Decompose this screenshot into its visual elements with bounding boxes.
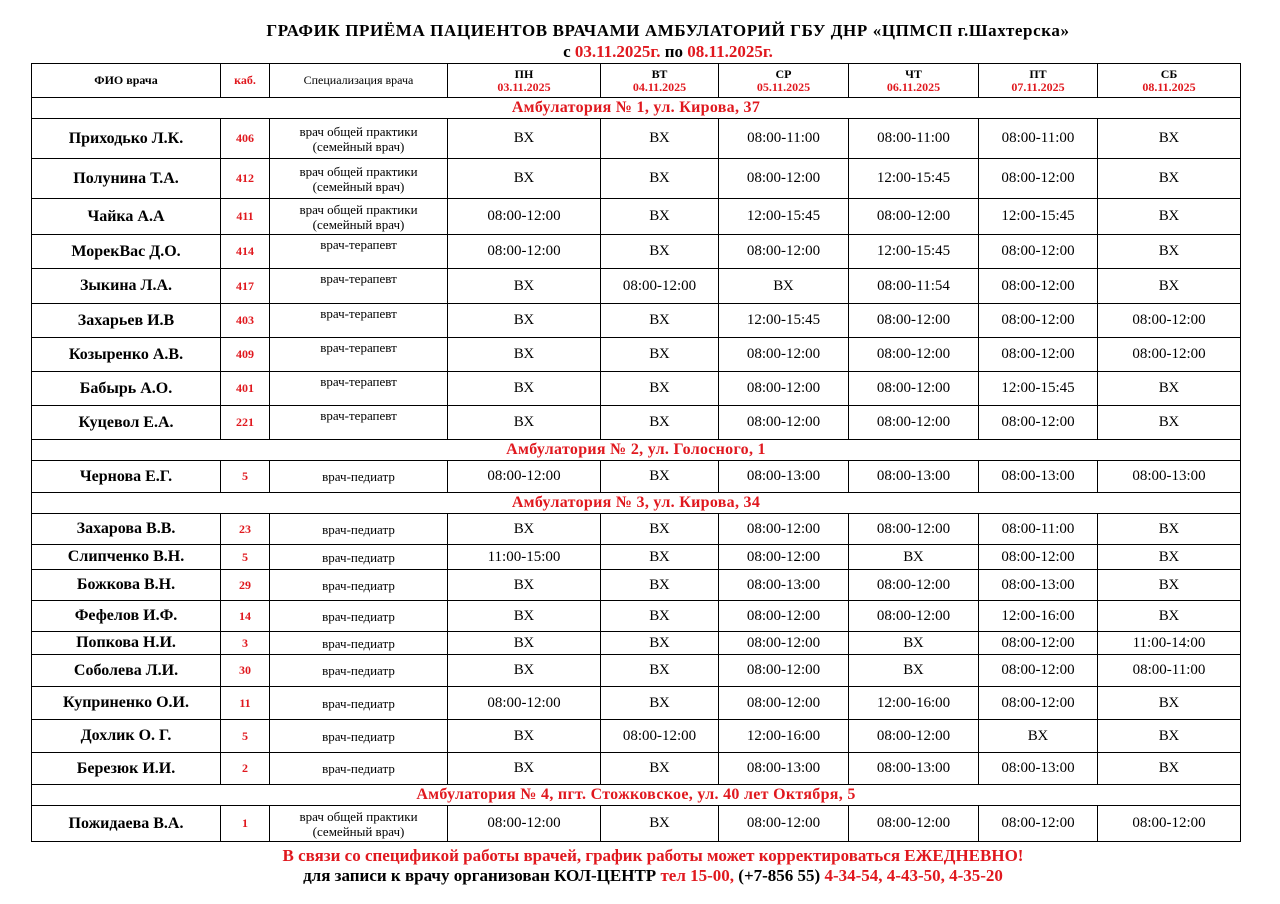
schedule-cell: 08:00-12:00 (719, 514, 849, 545)
date-mid: по (664, 42, 684, 61)
col-day-header (719, 64, 849, 98)
schedule-cell: ВХ (979, 720, 1098, 753)
schedule-cell: ВХ (601, 338, 719, 372)
schedule-cell: ВХ (601, 545, 719, 570)
day-date: 04.11.2025 (632, 79, 687, 94)
schedule-cell: 08:00-12:00 (448, 687, 601, 720)
schedule-cell: ВХ (448, 720, 601, 753)
schedule-cell: ВХ (448, 406, 601, 440)
call-center-numbers: 4-34-54, 4-43-50, 4-35-20 (824, 866, 1003, 885)
cabinet-number: 5 (221, 720, 270, 753)
specialization (270, 338, 448, 372)
schedule-cell: 08:00-12:00 (979, 406, 1098, 440)
doctor-row (32, 461, 1241, 493)
doctor-name: Дохлик О. Г. (32, 720, 221, 753)
col-day-header (849, 64, 979, 98)
col-day-header (601, 64, 719, 98)
schedule-cell: ВХ (448, 269, 601, 304)
specialization (270, 269, 448, 304)
schedule-cell: ВХ (1098, 235, 1241, 269)
cabinet-number: 411 (221, 199, 270, 235)
schedule-cell: 08:00-12:00 (979, 632, 1098, 655)
specialization-line: (семейный врач) (312, 823, 405, 839)
schedule-cell: 08:00-12:00 (719, 406, 849, 440)
schedule-cell: ВХ (601, 461, 719, 493)
schedule-cell: ВХ (448, 753, 601, 785)
cabinet-number: 403 (221, 304, 270, 338)
schedule-cell: 08:00-12:00 (849, 514, 979, 545)
cabinet-number: 11 (221, 687, 270, 720)
schedule-cell: ВХ (601, 570, 719, 601)
cabinet-number: 1 (221, 806, 270, 842)
section-title: Амбулатория № 4, пгт. Стожковское, ул. 40 лет Октября, 5 (32, 785, 1241, 806)
schedule-cell: ВХ (601, 655, 719, 687)
schedule-cell: ВХ (849, 545, 979, 570)
schedule-cell: ВХ (719, 269, 849, 304)
specialization-line: врач-педиатр (322, 635, 395, 651)
schedule-cell: 08:00-13:00 (719, 461, 849, 493)
doctor-row (32, 269, 1241, 304)
specialization (270, 687, 448, 720)
schedule-cell: ВХ (1098, 720, 1241, 753)
specialization (270, 655, 448, 687)
schedule-cell: 08:00-12:00 (719, 632, 849, 655)
schedule-cell: ВХ (1098, 199, 1241, 235)
schedule-cell: ВХ (601, 632, 719, 655)
doctor-name: Куприненко О.И. (32, 687, 221, 720)
schedule-cell: 08:00-12:00 (1098, 304, 1241, 338)
schedule-cell: 08:00-12:00 (849, 338, 979, 372)
schedule-cell: 08:00-12:00 (979, 304, 1098, 338)
doctor-row (32, 199, 1241, 235)
schedule-cell: ВХ (1098, 514, 1241, 545)
doctor-name: Зыкина Л.А. (32, 269, 221, 304)
cabinet-number: 417 (221, 269, 270, 304)
schedule-cell: 08:00-11:00 (979, 119, 1098, 159)
section-row (32, 785, 1241, 806)
doctor-row (32, 159, 1241, 199)
schedule-cell: 08:00-11:00 (719, 119, 849, 159)
schedule-cell: 08:00-12:00 (979, 159, 1098, 199)
specialization-line: врач-педиатр (322, 761, 395, 776)
schedule-cell: ВХ (601, 372, 719, 406)
specialization (270, 304, 448, 338)
doctor-name: Божкова В.Н. (32, 570, 221, 601)
schedule-cell: ВХ (1098, 269, 1241, 304)
specialization-line: врач-педиатр (322, 663, 395, 678)
page-title: ГРАФИК ПРИЁМА ПАЦИЕНТОВ ВРАЧАМИ АМБУЛАТОРИЙ ГБУ ДНР «ЦПМСП г.Шахтерска» (266, 21, 1070, 40)
col-day-header (979, 64, 1098, 98)
doctor-row (32, 304, 1241, 338)
day-date: 06.11.2025 (886, 79, 941, 94)
specialization-line: врач-педиатр (322, 549, 395, 565)
schedule-body (32, 98, 1241, 842)
schedule-cell: ВХ (1098, 119, 1241, 159)
header-row (32, 64, 1241, 98)
schedule-cell: ВХ (849, 632, 979, 655)
cabinet-number: 221 (221, 406, 270, 440)
schedule-cell: ВХ (1098, 372, 1241, 406)
cabinet-number: 5 (221, 545, 270, 570)
schedule-cell: 08:00-12:00 (979, 338, 1098, 372)
doctor-row (32, 632, 1241, 655)
cabinet-number: 414 (221, 235, 270, 269)
cabinet-number: 2 (221, 753, 270, 785)
day-name: ЧТ (905, 66, 922, 81)
schedule-cell: 08:00-12:00 (448, 235, 601, 269)
section-row (32, 98, 1241, 119)
day-date: 05.11.2025 (756, 79, 811, 94)
doctor-row (32, 372, 1241, 406)
doctor-name: Бабырь А.О. (32, 372, 221, 406)
schedule-cell: ВХ (601, 159, 719, 199)
schedule-cell: 08:00-13:00 (1098, 461, 1241, 493)
day-date: 03.11.2025 (497, 79, 551, 94)
doctor-row (32, 545, 1241, 570)
doctor-name: Захарова В.В. (32, 514, 221, 545)
schedule-cell: 08:00-12:00 (849, 570, 979, 601)
schedule-cell: 08:00-12:00 (979, 269, 1098, 304)
section-title: Амбулатория № 2, ул. Голосного, 1 (32, 440, 1241, 461)
schedule-cell: 11:00-15:00 (448, 545, 601, 570)
schedule-cell: 08:00-11:00 (1098, 655, 1241, 687)
date-prefix: с (563, 42, 571, 61)
specialization-line: врач общей практики (299, 163, 418, 179)
schedule-table (31, 63, 1241, 842)
schedule-cell: 08:00-11:00 (979, 514, 1098, 545)
schedule-cell: ВХ (1098, 601, 1241, 632)
schedule-cell: 12:00-16:00 (979, 601, 1098, 632)
day-name: ПН (514, 66, 534, 81)
specialization-line: врач-педиатр (322, 695, 395, 711)
specialization-line: врач общей практики (299, 201, 418, 217)
schedule-cell: ВХ (1098, 687, 1241, 720)
specialization (270, 806, 448, 842)
specialization-line: врач-терапевт (320, 306, 397, 321)
doctor-name: Приходько Л.К. (32, 119, 221, 159)
col-fio-header: ФИО врача (32, 64, 221, 98)
specialization (270, 601, 448, 632)
doctor-row (32, 514, 1241, 545)
doctor-name: Куцевол Е.А. (32, 406, 221, 440)
schedule-cell: ВХ (849, 655, 979, 687)
schedule-cell: 08:00-13:00 (719, 753, 849, 785)
doctor-row (32, 655, 1241, 687)
schedule-cell: ВХ (1098, 545, 1241, 570)
schedule-cell: ВХ (1098, 159, 1241, 199)
call-center-text: для записи к врачу организован КОЛ-ЦЕНТР (303, 866, 657, 885)
cabinet-number: 14 (221, 601, 270, 632)
cabinet-number: 406 (221, 119, 270, 159)
specialization-line: врач общей практики (299, 808, 418, 824)
schedule-cell: 08:00-12:00 (448, 199, 601, 235)
specialization-line: (семейный врач) (312, 216, 405, 232)
doctor-name: Попкова Н.И. (32, 632, 221, 655)
specialization-line: врач-педиатр (322, 577, 395, 593)
schedule-cell: 12:00-15:45 (979, 199, 1098, 235)
doctor-name: Березюк И.И. (32, 753, 221, 785)
col-day-header (1098, 64, 1241, 98)
schedule-cell: ВХ (448, 655, 601, 687)
schedule-cell: 08:00-12:00 (849, 720, 979, 753)
schedule-cell: 08:00-12:00 (849, 406, 979, 440)
schedule-cell: 12:00-15:45 (719, 304, 849, 338)
doctor-name: Полунина Т.А. (32, 159, 221, 199)
schedule-cell: ВХ (601, 119, 719, 159)
schedule-cell: 12:00-16:00 (719, 720, 849, 753)
doctor-row (32, 406, 1241, 440)
specialization (270, 632, 448, 655)
specialization-line: врач-педиатр (322, 521, 395, 537)
schedule-cell: 08:00-12:00 (849, 806, 979, 842)
section-title: Амбулатория № 1, ул. Кирова, 37 (32, 98, 1241, 119)
section-row (32, 440, 1241, 461)
specialization-line: врач-педиатр (322, 608, 395, 624)
schedule-cell: 08:00-12:00 (849, 372, 979, 406)
doctor-row (32, 806, 1241, 842)
schedule-cell: 12:00-15:45 (849, 159, 979, 199)
doctor-name: Слипченко В.Н. (32, 545, 221, 570)
cabinet-number: 30 (221, 655, 270, 687)
doctor-row (32, 119, 1241, 159)
schedule-cell: 12:00-15:45 (849, 235, 979, 269)
date-to: 08.11.2025г. (687, 42, 773, 61)
schedule-cell: 08:00-13:00 (979, 570, 1098, 601)
day-name: ПТ (1029, 66, 1047, 81)
schedule-cell: 08:00-12:00 (719, 687, 849, 720)
schedule-cell: ВХ (448, 601, 601, 632)
schedule-cell: ВХ (448, 570, 601, 601)
schedule-cell: 08:00-12:00 (849, 304, 979, 338)
schedule-cell: ВХ (601, 753, 719, 785)
schedule-cell: 08:00-13:00 (849, 461, 979, 493)
day-date: 07.11.2025 (1011, 79, 1065, 94)
schedule-cell: 08:00-12:00 (448, 806, 601, 842)
schedule-cell: 08:00-12:00 (719, 372, 849, 406)
specialization (270, 514, 448, 545)
specialization (270, 119, 448, 159)
schedule-cell: 08:00-12:00 (719, 338, 849, 372)
doctor-row (32, 720, 1241, 753)
schedule-cell: ВХ (448, 119, 601, 159)
doctor-row (32, 235, 1241, 269)
schedule-cell: ВХ (1098, 570, 1241, 601)
schedule-cell: 08:00-12:00 (719, 159, 849, 199)
cabinet-number: 23 (221, 514, 270, 545)
schedule-cell: 08:00-11:00 (849, 119, 979, 159)
schedule-cell: ВХ (448, 372, 601, 406)
call-center-note (0, 866, 1280, 886)
specialization-line: (семейный врач) (312, 138, 405, 154)
col-day-header (448, 64, 601, 98)
specialization (270, 461, 448, 493)
col-kab-header: каб. (221, 64, 270, 98)
adjustment-note: В связи со спецификой работы врачей, график работы может корректироваться ЕЖЕДНЕВНО! (282, 846, 1024, 865)
cabinet-number: 3 (221, 632, 270, 655)
specialization-line: врач-педиатр (322, 469, 395, 484)
schedule-cell: 12:00-16:00 (849, 687, 979, 720)
doctor-name: Чернова Е.Г. (32, 461, 221, 493)
schedule-cell: 08:00-13:00 (979, 753, 1098, 785)
doctor-row (32, 753, 1241, 785)
schedule-cell: 08:00-12:00 (719, 235, 849, 269)
schedule-cell: 12:00-15:45 (719, 199, 849, 235)
schedule-cell: 12:00-15:45 (979, 372, 1098, 406)
schedule-cell: ВХ (601, 406, 719, 440)
schedule-cell: 08:00-12:00 (979, 687, 1098, 720)
date-from: 03.11.2025г. (574, 42, 661, 61)
cabinet-number: 29 (221, 570, 270, 601)
doctor-row (32, 687, 1241, 720)
schedule-cell: ВХ (601, 304, 719, 338)
call-center-code: (+7-856 55) (738, 866, 821, 885)
day-name: ВТ (651, 66, 668, 81)
schedule-cell: ВХ (601, 806, 719, 842)
specialization (270, 159, 448, 199)
schedule-cell: 08:00-12:00 (979, 545, 1098, 570)
cabinet-number: 401 (221, 372, 270, 406)
schedule-cell: 08:00-12:00 (719, 806, 849, 842)
schedule-cell: 11:00-14:00 (1098, 632, 1241, 655)
specialization-line: врач-терапевт (320, 237, 397, 252)
day-date: 08.11.2025 (1142, 79, 1196, 94)
cabinet-number: 5 (221, 461, 270, 493)
day-name: СР (775, 66, 792, 81)
date-range (0, 41, 1280, 63)
cabinet-number: 412 (221, 159, 270, 199)
schedule-cell: ВХ (1098, 753, 1241, 785)
schedule-cell: ВХ (601, 199, 719, 235)
schedule-cell: ВХ (448, 304, 601, 338)
schedule-cell: 08:00-12:00 (719, 545, 849, 570)
schedule-cell: 08:00-13:00 (719, 570, 849, 601)
schedule-cell: 08:00-12:00 (849, 601, 979, 632)
schedule-cell: ВХ (601, 514, 719, 545)
schedule-cell: 08:00-12:00 (719, 655, 849, 687)
doctor-row (32, 338, 1241, 372)
specialization (270, 406, 448, 440)
schedule-cell: 08:00-12:00 (601, 720, 719, 753)
schedule-cell: 08:00-13:00 (979, 461, 1098, 493)
doctor-name: Захарьев И.В (32, 304, 221, 338)
schedule-cell: ВХ (448, 632, 601, 655)
doctor-name: Фефелов И.Ф. (32, 601, 221, 632)
schedule-cell: 08:00-12:00 (601, 269, 719, 304)
doctor-name: Соболева Л.И. (32, 655, 221, 687)
doctor-row (32, 570, 1241, 601)
specialization (270, 545, 448, 570)
schedule-cell: 08:00-12:00 (1098, 338, 1241, 372)
schedule-cell: 08:00-13:00 (849, 753, 979, 785)
specialization-line: врач-терапевт (320, 340, 397, 355)
doctor-name: Чайка А.А (32, 199, 221, 235)
specialization-line: (семейный врач) (312, 178, 405, 194)
specialization-line: врач-терапевт (320, 408, 397, 423)
specialization-line: врач-терапевт (320, 374, 397, 389)
specialization-line: врач-терапевт (320, 271, 397, 286)
schedule-cell: 08:00-12:00 (849, 199, 979, 235)
section-title: Амбулатория № 3, ул. Кирова, 34 (32, 493, 1241, 514)
schedule-cell: ВХ (601, 601, 719, 632)
schedule-cell: ВХ (448, 338, 601, 372)
doctor-name: Пожидаева В.А. (32, 806, 221, 842)
section-row (32, 493, 1241, 514)
schedule-cell: ВХ (601, 687, 719, 720)
schedule-cell: 08:00-12:00 (448, 461, 601, 493)
schedule-cell: 08:00-12:00 (979, 235, 1098, 269)
specialization (270, 372, 448, 406)
doctor-name: МорекВас Д.О. (32, 235, 221, 269)
doctor-row (32, 601, 1241, 632)
call-center-phone: тел 15-00, (660, 866, 735, 885)
specialization (270, 235, 448, 269)
schedule-cell: ВХ (1098, 406, 1241, 440)
doctor-name: Козыренко А.В. (32, 338, 221, 372)
specialization (270, 753, 448, 785)
cabinet-number: 409 (221, 338, 270, 372)
col-spec-header: Специализация врача (270, 64, 448, 98)
schedule-cell: ВХ (448, 514, 601, 545)
schedule-cell: 08:00-11:54 (849, 269, 979, 304)
specialization (270, 720, 448, 753)
schedule-cell: 08:00-12:00 (719, 601, 849, 632)
specialization (270, 199, 448, 235)
specialization-line: врач-педиатр (322, 728, 395, 744)
schedule-cell: ВХ (601, 235, 719, 269)
schedule-cell: 08:00-12:00 (1098, 806, 1241, 842)
schedule-cell: 08:00-12:00 (979, 655, 1098, 687)
specialization-line: врач общей практики (299, 123, 418, 139)
specialization (270, 570, 448, 601)
schedule-cell: ВХ (448, 159, 601, 199)
day-name: СБ (1160, 66, 1178, 81)
schedule-cell: 08:00-12:00 (979, 806, 1098, 842)
